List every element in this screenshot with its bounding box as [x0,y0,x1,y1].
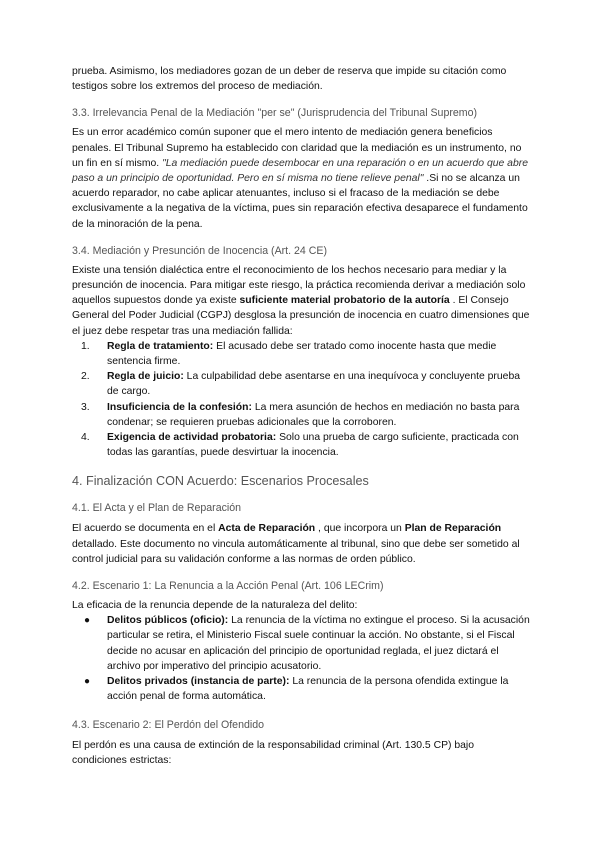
list-item-label: Insuficiencia de la confesión: [107,401,252,413]
heading-4-2: 4.2. Escenario 1: La Renuncia a la Acción Penal (Art. 106 LECrim) [72,580,384,593]
list-number: 3. [81,401,90,413]
list-number: 2. [81,371,90,383]
paragraph-4-1 [72,521,530,567]
list-item-label: Exigencia de actividad probatoria: [107,432,277,444]
text-3-3-after: .Si no se alcanza un acuerdo reparador, no cabe aplicar atenuantes, incluso si el fracaso de la mediación se debe exclusivamente a la negativa de la víctima, pues sin reparación efectiva desaparece el fundamento de la minoración de la pena. [72,173,528,230]
list-item [72,430,530,460]
waiver-list [72,613,530,704]
text-3-4-after: . El Consejo General del Poder Judicial (CGPJ) desglosa la presunción de inocencia en cuatro dimensiones que el juez debe respetar tras una mediación fallida: [72,295,530,337]
text-4-1-a: El acuerdo se documenta en el [72,523,219,535]
heading-3-3: 3.3. Irrelevancia Penal de la Mediación "per se" (Jurisprudencia del Tribunal Supremo) [72,107,477,120]
list-item [72,369,530,399]
text-3-3-before: Es un error académico común suponer que el mero intento de mediación genera beneficios penales. El Tribunal Supremo ha establecido con claridad que la mediación es un instrumento, no un fin en sí mismo. [72,127,522,169]
presumption-list [72,339,530,461]
text-4-1-c: detallado. Este documento no vincula automáticamente al tribunal, sino que debe ser sometido al control judicial para su validación conforme a las normas de orden público. [72,538,520,565]
paragraph-3-4 [72,263,530,339]
list-item-text: Solo una prueba de cargo suficiente, practicada con todas las garantías, puede desvirtuar la inocencia. [107,432,519,459]
list-number: 1. [81,340,90,352]
intro-paragraph: prueba. Asimismo, los mediadores gozan de un deber de reserva que impide su citación como testigos sobre los extremos del proceso de mediación. [72,66,507,93]
bold-4-1-b: Plan de Reparación [404,523,502,535]
quote-3-3: "La mediación puede desembocar en una reparación o en un acuerdo que abre paso a un principio de oportunidad. Pero en sí misma no tiene relieve penal" [72,157,528,185]
list-number: 4. [81,432,90,444]
list-item-label: Delitos privados (instancia de parte): [107,676,290,688]
list-item [72,339,530,369]
paragraph-4-3: El perdón es una causa de extinción de la responsabilidad criminal (Art. 130.5 CP) bajo condiciones estrictas: [72,739,475,766]
paragraph-3-3 [72,125,530,231]
list-item-label: Delitos públicos (oficio): [107,615,229,627]
heading-3-4: 3.4. Mediación y Presunción de Inocencia (Art. 24 CE) [72,244,327,257]
list-item-text: La renuncia de la víctima no extingue el proceso. Si la acusación particular se retira, el Ministerio Fiscal suele continuar la acción. No obstante, si el Fiscal decide no acusar en aplicación del principio de oportunidad reglada, el juez dictará el archivo por imperativo del principio acusatorio. [107,615,530,672]
bold-3-4: suficiente material probatorio de la autoría [239,295,450,307]
list-item-text: La culpabilidad debe asentarse en una inequívoca y concluyente prueba de cargo. [107,371,521,398]
heading-4-1: 4.1. El Acta y el Plan de Reparación [72,502,242,515]
list-item [72,613,530,674]
heading-4-3: 4.3. Escenario 2: El Perdón del Ofendido [72,718,264,731]
bullet-icon: ● [84,615,91,627]
text-4-1-b: , que incorpora un [315,523,405,535]
text-3-4-before: Existe una tensión dialéctica entre el reconocimiento de los hechos necesario para mediar y la presunción de inocencia. Para mitigar este riesgo, la práctica recomienda derivar a mediación solo aquellos supuestos donde ya existe [72,264,526,307]
list-item-label: Regla de juicio: [107,371,184,383]
heading-4: 4. Finalización CON Acuerdo: Escenarios Procesales [72,474,369,489]
bullet-icon: ● [84,676,91,688]
bold-4-1-a: Acta de Reparación [218,523,316,535]
list-item-text: El acusado debe ser tratado como inocente hasta que medie sentencia firme. [107,340,497,368]
paragraph-4-2: La eficacia de la renuncia depende de la naturaleza del delito: [72,600,358,612]
document-page [72,64,530,768]
list-item [72,400,530,430]
list-item-label: Regla de tratamiento: [107,340,214,352]
list-item-text: La mera asunción de hechos en mediación no basta para condenar; se requieren pruebas adicionales que la corroboren. [107,401,520,428]
list-item [72,674,530,704]
list-item-text: La renuncia de la persona ofendida extingue la acción penal de forma automática. [107,676,509,703]
